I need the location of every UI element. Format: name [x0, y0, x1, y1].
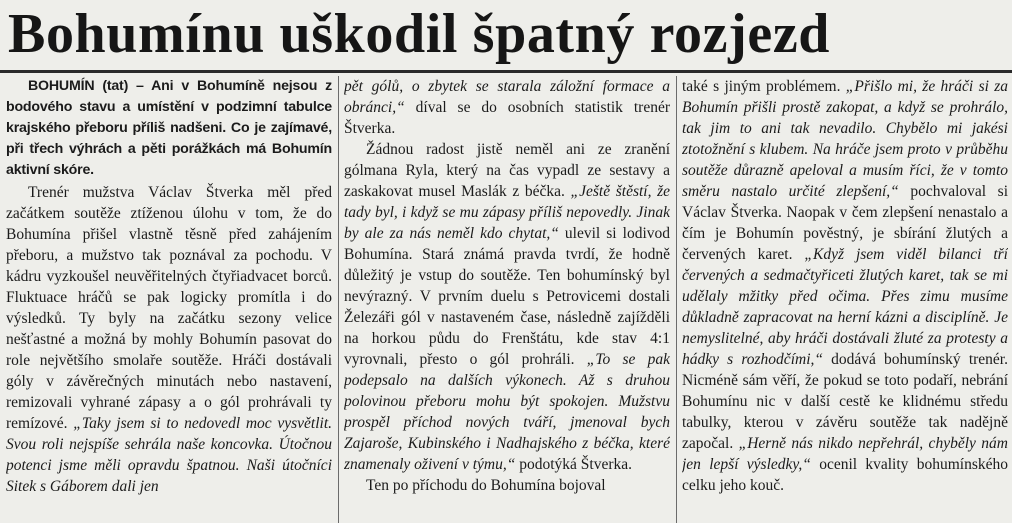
paragraph-text: Trenér mužstva Václav Štverka měl před začátkem soutěže ztíženou úlohu v tom, že do Bohumína přišel vlastně těsně před zahájením přeboru, a mužstvo tak poznával za pochodu. V kádru vyzkoušel neuvěřitelných čtyřiadvacet borců. Fluktuace hráčů se pak logicky promítla i do výsledků. Ty byly na začátku sezony velice nešťastné a možná by mohly Bohumín pasovat do role největšího smolaře soutěže. Hráči dostávali góly v závěrečných minutách nebo nastavení, remizovali vyhrané zápasy a o gól prohrávali ty remízové. — [6, 184, 332, 432]
quote: „To se pak podepsalo na dalších výkonech. Až s druhou polovinou přeboru mohu být spokojen. Mužstvu prospěl příchod nových tváří, jmenoval bych Zajaroše, Kubinského i Nadhajského z béčka, které znamenaly oživení v týmu,“ — [344, 351, 670, 473]
quote: „Ještě štěstí, že tady byl, i když se mu zápasy příliš nepovedly. Jinak by ale za nás neměl kdo chytat,“ — [344, 183, 670, 242]
paragraph-text: Žádnou radost jistě neměl ani ze zranění gólmana Ryla, který na čas vypadl ze sestavy a zaskakovat musel Maslák z béčka. — [344, 141, 670, 200]
headline-rule — [0, 70, 1012, 73]
article-headline: Bohumínu uškodil špatný rozjezd — [8, 3, 831, 65]
paragraph — [6, 182, 332, 497]
column-divider — [676, 76, 677, 523]
article-lead: BOHUMÍN (tat) – Ani v Bohumíně nejsou z bodového stavu a umístění v podzimní tabulce krajského přeboru příliš nadšeni. Co je zajímavé, při třech výhrách a pěti porážkách má Bohumín aktivní skóre. — [6, 78, 332, 178]
quote: pět gólů, o zbytek se starala záložní formace a obránci,“ — [344, 78, 670, 116]
article-column-2 — [344, 76, 670, 523]
quote: „Přišlo mi, že hráči si za Bohumín přišli prostě zakopat, a když se prohrálo, tak jim to ani tak nevadilo. Chybělo mi jakési ztotožnění s klubem. Na hráče jsem proto v průběhu soutěže důrazně apeloval a musím říci, že v tomto směru nastalo určité zlepšení,“ — [682, 78, 1008, 200]
column-divider — [338, 76, 339, 523]
article-column-3 — [682, 76, 1008, 523]
paragraph — [344, 76, 670, 139]
quote: „Taky jsem si to nedovedl moc vysvětlit. Svou roli nejspíše sehrála naše koncovka. Útočnou potenci jsme měli opravdu špatnou. Naši útočníci Sitek s Gáborem dali jen — [6, 415, 332, 495]
paragraph-text: také s jiným problémem. — [682, 78, 846, 95]
quote: „Když jsem viděl bilanci tří červených a sedmačtyřiceti žlutých karet, tak se mi udělaly mžitky před očima. Přes zimu musíme důkladně zapracovat na herní kázni a disciplíně. Je nemyslitelné, aby hráči dostávali žluté za protesty a hádky s rozhodčími,“ — [682, 246, 1008, 368]
paragraph-text: Ten po příchodu do Bohumína bojoval — [366, 477, 606, 494]
paragraph-text: pochvaloval si Václav Štverka. Naopak v čem zlepšení nenastalo a čím je Bohumín pověstný, je sbírání žlutých a červených karet. — [682, 183, 1008, 263]
paragraph — [344, 475, 670, 496]
paragraph — [344, 139, 670, 475]
paragraph-text: díval se do osobních statistik trenér Štverka. — [344, 99, 670, 137]
paragraph-text: ocenil kvality bohumínského celku jeho kouč. — [682, 456, 1008, 494]
paragraph-text: podotýká Štverka. — [515, 456, 632, 473]
article-column-1 — [6, 76, 332, 523]
paragraph-text: ulevil si lodivod Bohumína. Stará známá pravda tvrdí, že hodně důležitý je vstup do soutěže. Ten bohumínský byl nevýrazný. V prvním duelu s Petrovicemi dostali Železáři gól v nastaveném čase, následně zajížděli na horkou půdu do Frenštátu, kde stav 4:1 vyrovnali, přesto o gól prohráli. — [344, 225, 670, 368]
paragraph-text: dodává bohumínský trenér. Nicméně sám věří, že pokud se toto podaří, nebrání Bohumínu nic v další cestě ke klidnému středu tabulky, kterou v závěru soutěže tak nadějně započal. — [682, 351, 1008, 452]
paragraph — [682, 76, 1008, 496]
quote: „Herně nás nikdo nepřehrál, chyběly nám jen lepší výsledky,“ — [682, 435, 1008, 473]
